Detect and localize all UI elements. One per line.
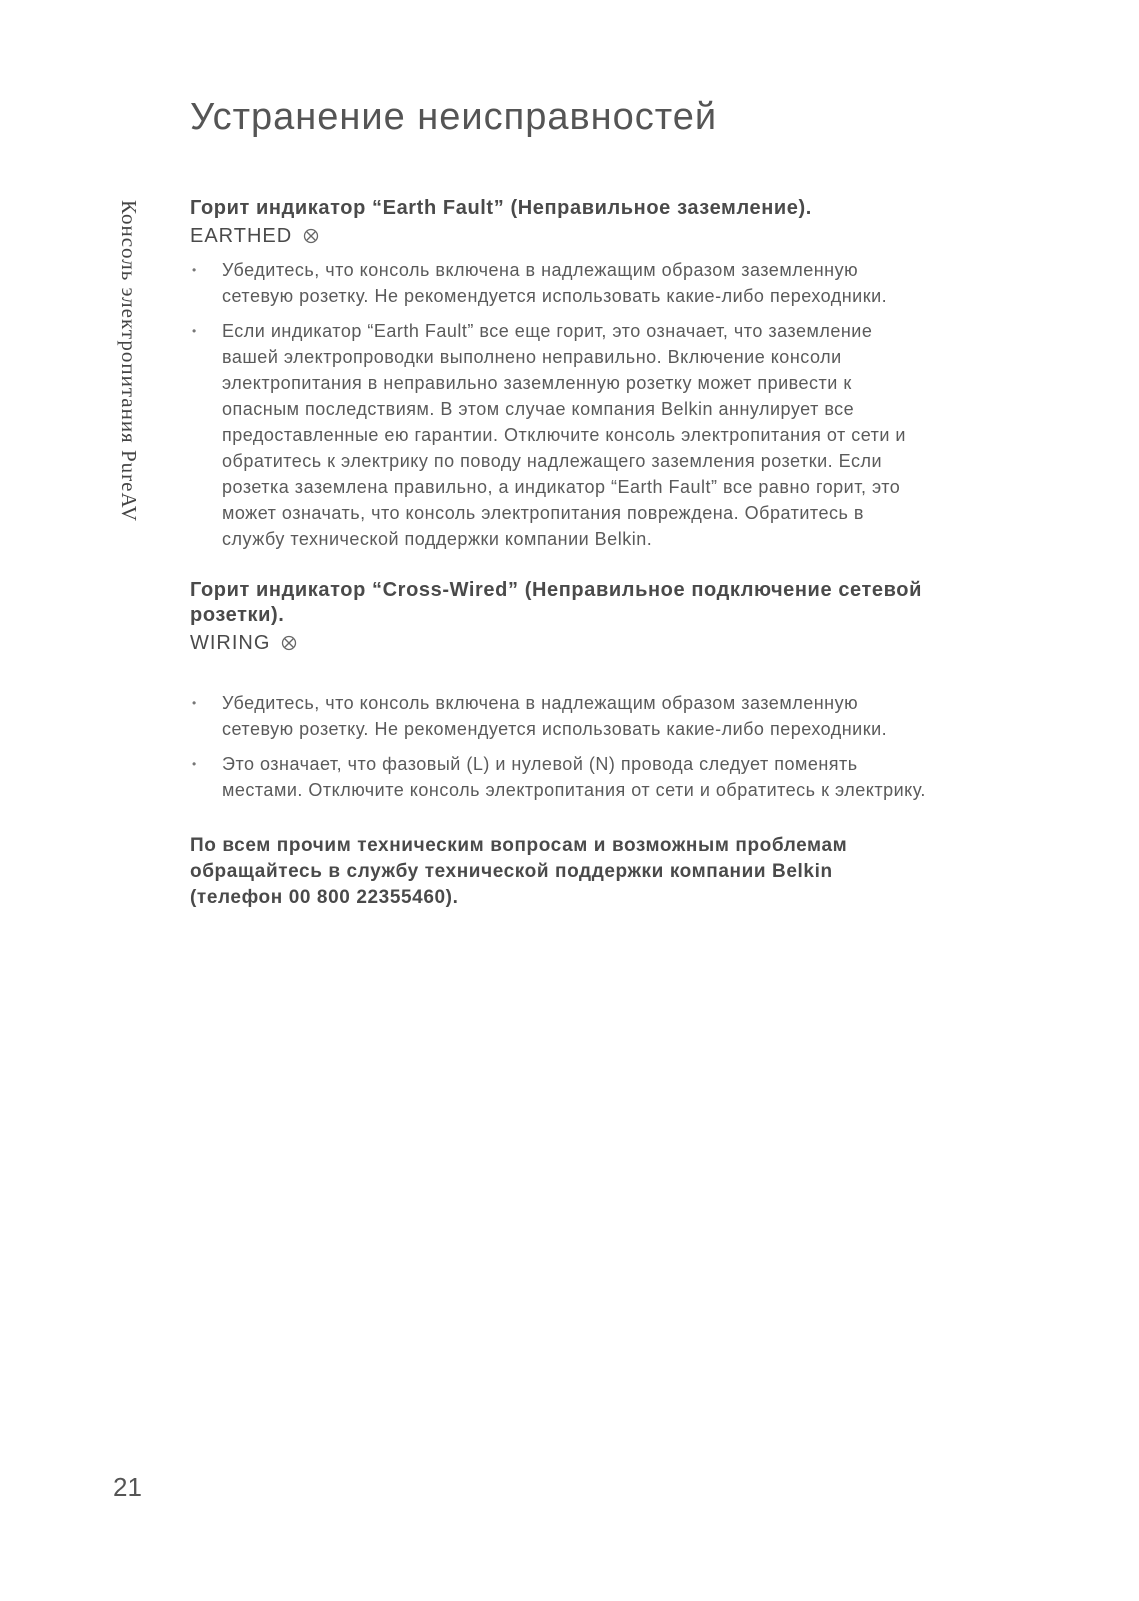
- bullet-icon: •: [192, 757, 197, 771]
- bullet-icon: •: [192, 696, 197, 710]
- earth-fault-heading: Горит индикатор “Earth Fault” (Неправильное заземление).: [190, 197, 812, 219]
- list-item: • Убедитесь, что консоль включена в надлежащим образом заземленную сетевую розетку. Не рекомендуется использовать какие-либо переходники.: [190, 257, 930, 309]
- wiring-label: WIRING: [190, 632, 271, 654]
- wiring-indicator: [190, 630, 930, 656]
- earth-fault-section: [190, 196, 930, 552]
- list-item: • Это означает, что фазовый (L) и нулевой (N) провода следует поменять местами. Отключите консоль электропитания от сети и обратитесь к электрику.: [190, 751, 930, 803]
- list-item: • Убедитесь, что консоль включена в надлежащим образом заземленную сетевую розетку. Не рекомендуется использовать какие-либо переходники.: [190, 690, 930, 742]
- bullet-icon: •: [192, 263, 197, 277]
- page-title: Устранение неисправностей: [190, 96, 718, 138]
- bullet-icon: •: [192, 324, 197, 338]
- side-label: Консоль электропитания PureAV: [117, 200, 141, 523]
- main-content: [190, 196, 930, 930]
- earthed-indicator: [190, 223, 930, 249]
- list-item: • Если индикатор “Earth Fault” все еще горит, это означает, что заземление вашей электропроводки выполнено неправильно. Включение консоли электропитания в неправильно заземленную розетку может привести к опасным последствиям. В этом случае компания Belkin аннулирует все предоставленные ею гарантии. Отключите консоль электропитания от сети и обратитесь к электрику по поводу надлежащего заземления розетки. Если розетка заземлена правильно, а индикатор “Earth Fault” все равно горит, это может означать, что консоль электропитания повреждена. Обратитесь в службу технической поддержки компании Belkin.: [190, 318, 930, 552]
- cross-wired-section: [190, 578, 930, 803]
- earth-fault-bullet-list: [190, 257, 930, 552]
- led-indicator-icon: [281, 635, 297, 651]
- support-contact: По всем прочим техническим вопросам и возможным проблемам обращайтесь в службу технической поддержки компании Belkin (телефон 00 800 22355460).: [190, 835, 848, 908]
- page-number: 21: [113, 1472, 142, 1502]
- led-indicator-icon: [303, 228, 319, 244]
- cross-wired-bullet-list: [190, 690, 930, 803]
- cross-wired-heading: Горит индикатор “Cross-Wired” (Неправильное подключение сетевой розетки).: [190, 579, 922, 626]
- earthed-label: EARTHED: [190, 225, 293, 247]
